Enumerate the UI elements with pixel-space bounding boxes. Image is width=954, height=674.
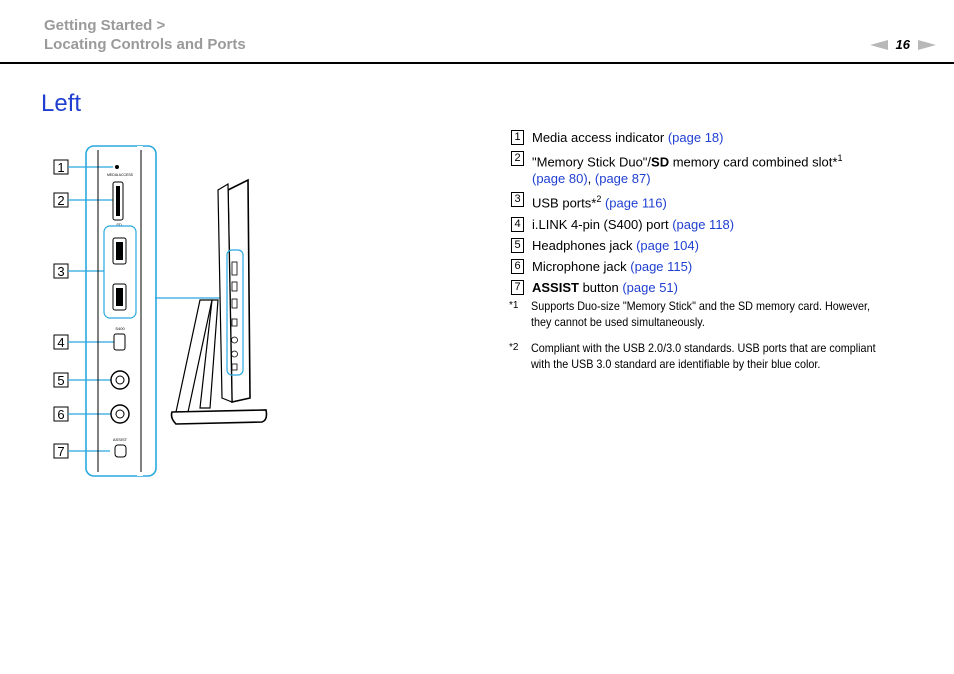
callout-4-label: 4 [57, 335, 65, 350]
footnote-text: Supports Duo-size "Memory Stick" and the SD memory card. However, they cannot be used simultaneously. [531, 299, 870, 329]
ilink-label: S400 [115, 326, 125, 331]
page-link[interactable]: (page 51) [622, 279, 678, 295]
page-title: Left [41, 90, 82, 117]
media-access-label: MEDIA ACCESS [106, 173, 134, 177]
item-bold: ASSIST [532, 279, 579, 295]
page-link[interactable]: (page 18) [667, 130, 724, 145]
assist-label: ASSIST [112, 437, 128, 442]
item-text: "Memory Stick Duo"/ [532, 154, 652, 170]
item-text: Headphones jack [532, 237, 637, 253]
callout-3-label: 3 [57, 264, 65, 279]
list-item [511, 129, 921, 146]
callout-7-label: 7 [57, 444, 65, 459]
item-text: Microphone jack [532, 258, 631, 274]
footnote [509, 340, 919, 372]
item-text: memory card combined slot* [669, 154, 838, 170]
page-link[interactable]: (page 80) [532, 171, 588, 187]
item-bold: SD [651, 154, 670, 170]
list-item [511, 237, 921, 254]
breadcrumb-parent[interactable]: Getting Started > [44, 17, 166, 34]
item-text: button [578, 279, 623, 295]
footnote-text: Compliant with the USB 2.0/3.0 standards. USB ports that are compliant with the USB 3.0 standard are identifiable by their blue color. [531, 341, 876, 371]
item-number: 3 [511, 192, 524, 207]
footnote-ref: 1 [837, 153, 843, 163]
callout-5-label: 5 [57, 373, 65, 388]
page-link[interactable]: (page 104) [636, 237, 699, 253]
assist-button [115, 445, 126, 457]
page-link[interactable]: (page 115) [630, 258, 693, 274]
page-link[interactable]: (page 87) [594, 171, 651, 187]
list-item: 2 "Memory Stick Duo"/SD memory card combined slot*$^1$ (page 80), (page 87) [511, 150, 921, 187]
item-text: USB ports* [532, 195, 597, 211]
sd-label: SD [116, 222, 122, 227]
item-number: 4 [511, 217, 524, 232]
item-number: 7 [511, 280, 524, 295]
stand-base [172, 410, 267, 424]
item-number: 2 [511, 151, 524, 166]
list-item [511, 258, 921, 275]
callout-1-label: 1 [57, 160, 65, 175]
callout-6-label: 6 [57, 407, 65, 422]
page-link[interactable]: (page 116) [604, 195, 667, 211]
ports-list [511, 129, 921, 300]
item-number: 5 [511, 238, 524, 253]
list-item [511, 216, 921, 233]
ilink-port [114, 334, 125, 350]
footnotes [509, 298, 919, 382]
item-text: Media access indicator [532, 130, 668, 145]
list-item [511, 191, 921, 211]
item-number: 1 [511, 130, 524, 145]
list-item [511, 279, 921, 296]
footnote-mark: *1 [509, 300, 519, 311]
footnote-ref: 2 [596, 194, 602, 205]
page-link[interactable]: (page 118) [672, 216, 735, 232]
breadcrumb-current[interactable]: Locating Controls and Ports [44, 36, 246, 53]
page-number: 16 [895, 37, 910, 52]
footnote-mark: *2 [509, 342, 519, 353]
item-text: i.LINK 4-pin (S400) port [532, 216, 673, 232]
footnote [509, 298, 919, 330]
callout-2-label: 2 [57, 193, 65, 208]
item-number: 6 [511, 259, 524, 274]
